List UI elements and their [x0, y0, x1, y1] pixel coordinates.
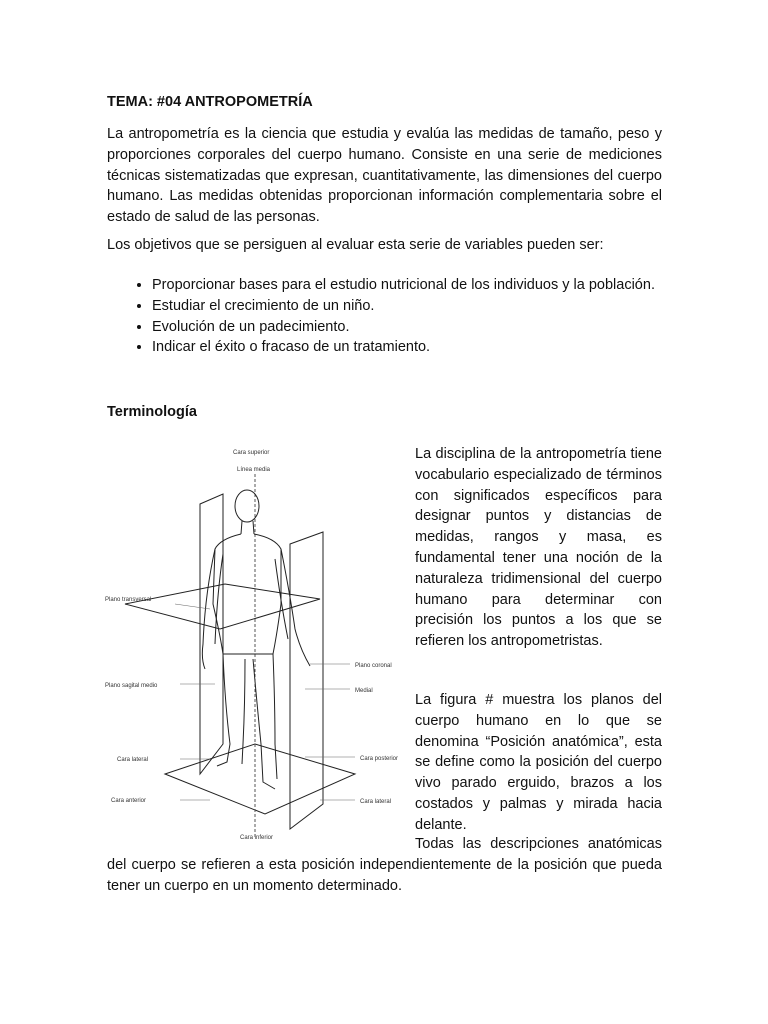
label-medial: Medial [355, 688, 373, 694]
label-bottom: Cara inferior [240, 835, 274, 841]
terminology-paragraph-3: Todas las descripciones anatómicas del cuerpo se refieren a esta posición independientemente de la posición que pueda tener un cuerpo en un momento determinado. [107, 836, 662, 894]
list-item: • Evolución de un padecimiento. [152, 317, 662, 338]
terminology-paragraph-2: La figura # muestra los planos del cuerpo humano en lo que se denomina “Posición anatómica”, esta se define como la posición del cuerpo vivo parado erguido, brazos a los costados y palmas y mirada hacia delante. [415, 692, 662, 833]
label-transverse: Plano transversal [105, 597, 152, 603]
objectives-list [107, 275, 662, 358]
anatomical-planes-figure [105, 444, 405, 844]
label-lateral: Cara lateral [117, 757, 149, 763]
coronal-plane [290, 532, 323, 829]
label-anterior: Cara anterior [111, 798, 147, 804]
label-posterior: Cara posterior [360, 756, 399, 762]
list-item: • Indicar el éxito o fracaso de un tratamiento. [152, 337, 662, 358]
label-sagittal: Plano sagital medio [105, 683, 158, 689]
list-item: • Estudiar el crecimiento de un niño. [152, 296, 662, 317]
label-top: Cara superior [233, 450, 270, 456]
label-coronal: Plano coronal [355, 663, 392, 669]
objectives-intro: Los objetivos que se persiguen al evaluar esta serie de variables pueden ser: [107, 237, 604, 253]
page-title: TEMA: #04 ANTROPOMETRÍA [107, 94, 313, 110]
label-midline: Línea media [237, 467, 271, 473]
label-lateral-right: Cara lateral [360, 799, 392, 805]
base-plane [165, 744, 355, 814]
list-item: • Proporcionar bases para el estudio nutricional de los individuos y la población. [152, 275, 662, 296]
terminology-heading: Terminología [107, 404, 197, 420]
body-planes-illustration [105, 444, 405, 844]
terminology-paragraph-1: La disciplina de la antropometría tiene vocabulario especializado de términos con significados específicos para designar puntos y distancias de medidas, rangos y masa, es fundamental tener una noción de la naturaleza tridimensional del cuerpo humano para determinar con precisión los puntos a los que se refieren los antropometristas. [415, 446, 662, 650]
intro-paragraph: La antropometría es la ciencia que estudia y evalúa las medidas de tamaño, peso y proporciones corporales del cuerpo humano. Consiste en una serie de mediciones técnicas sistematizadas que expresan, cuantitativamente, las dimensiones del cuerpo humano. Las medidas obtenidas proporcionan información complementaria sobre el estado de salud de las personas. [107, 126, 662, 226]
